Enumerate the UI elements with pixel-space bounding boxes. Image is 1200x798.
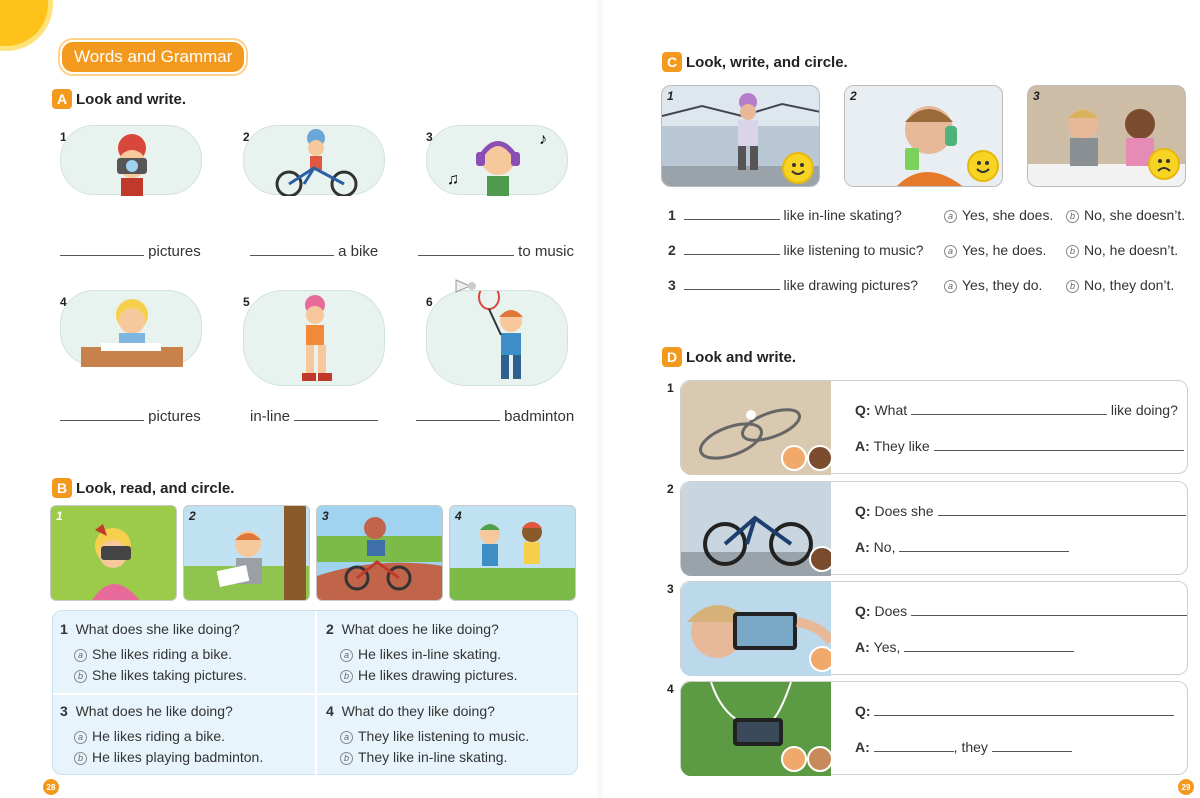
blank-line[interactable] [60,409,144,421]
blank-line[interactable] [874,704,1174,716]
b-picture-4: 4 [449,505,576,601]
c-row-1: 1 like in-line skating? [668,207,902,223]
sad-face-icon [1148,148,1180,180]
section-letter: B [52,478,72,498]
shuttlecock-icon [452,276,478,296]
b-question-3: 3 What does he like doing? a He likes riding a bike. b He likes playing badminton. [60,701,263,768]
item-number: 5 [243,295,250,309]
item-number: 2 [243,130,250,144]
happy-face-icon [967,150,999,182]
section-letter: A [52,89,72,109]
item-number: 4 [60,295,67,309]
section-title: Look, write, and circle. [686,53,848,71]
music-girl-picture [426,125,568,195]
svg-text:♫: ♫ [447,171,459,188]
option-b[interactable]: b He likes playing badminton. [74,747,263,768]
blank-line[interactable] [418,244,514,256]
item-number: 4 [667,682,674,696]
blank-line[interactable] [934,439,1184,451]
bicycle-photo [681,482,831,576]
blank-line[interactable] [250,244,334,256]
b-question-2: 2 What does he like doing? a He likes in-line skating. b He likes drawing pictures. [326,619,518,686]
section-c-heading [662,52,848,72]
d-row-4: Q: A: , they [680,681,1188,775]
girl-face-icon [809,546,831,572]
c-row-2: 2 like listening to music? [668,242,924,258]
badminton-boy-picture [426,290,568,386]
boy-face-icon [809,646,831,672]
c-photo-3: 3 [1027,85,1186,187]
phone-on-grass-photo [681,682,831,776]
blank-line[interactable] [938,504,1186,516]
answer-line-6: badminton [416,408,574,425]
blank-line[interactable] [904,640,1074,652]
option-b[interactable]: b He likes drawing pictures. [340,665,518,686]
answer-line-5: in-line [250,408,378,425]
b-question-4: 4 What do they like doing? a They like listening to music. b They like in-line skating. [326,701,529,768]
option-b[interactable]: b They like in-line skating. [340,747,529,768]
section-banner: Words and Grammar [60,40,246,74]
b-question-1: 1 What does she like doing? a She likes riding a bike. b She likes taking pictures. [60,619,247,686]
option-a[interactable]: a He likes in-line skating. [340,644,518,665]
skating-girl-picture [243,290,385,386]
boy-face-icon [781,746,807,772]
blank-line[interactable] [684,243,780,255]
option-a[interactable]: a Yes, she does. [944,207,1053,223]
section-title: Look and write. [76,90,187,108]
section-b-heading [52,478,234,498]
item-number: 3 [667,582,674,596]
section-title: Look and write. [686,348,797,366]
option-b[interactable]: b No, he doesn’t. [1066,242,1178,258]
boy-face-icon [807,746,831,772]
option-b[interactable]: b She likes taking pictures. [74,665,247,686]
item-number: 6 [426,295,433,309]
taking-photo-photo [681,582,831,676]
d-row-1: Q: What like doing? A: They like [680,380,1188,474]
blank-line[interactable] [294,409,378,421]
d-row-3: Q: Does A: Yes, [680,581,1188,675]
option-b[interactable]: b No, they don’t. [1066,277,1174,293]
blank-line[interactable] [899,540,1069,552]
c-photo-1: 1 [661,85,820,187]
blank-line[interactable] [874,740,954,752]
b-picture-2: 2 [183,505,310,601]
section-d-heading [662,347,796,367]
blank-line[interactable] [684,278,780,290]
page-fold [598,0,602,798]
blank-line[interactable] [60,244,144,256]
girl-face-icon [807,445,831,471]
b-picture-1: 1 [50,505,177,601]
bike-boy-picture [243,125,385,195]
c-row-3: 3 like drawing pictures? [668,277,919,293]
item-number: 1 [667,381,674,395]
happy-face-icon [782,152,814,184]
blank-line[interactable] [416,409,500,421]
rackets-photo [681,381,831,475]
boy-face-icon [781,445,807,471]
answer-line-2: a bike [250,243,378,260]
sun-decoration [0,0,48,46]
option-a[interactable]: a Yes, he does. [944,242,1046,258]
option-a[interactable]: a He likes riding a bike. [74,726,263,747]
blank-line[interactable] [992,740,1072,752]
section-letter: D [662,347,682,367]
option-a[interactable]: a Yes, they do. [944,277,1042,293]
answer-line-4: pictures [60,408,201,425]
answer-line-3: to music [418,243,574,260]
d-row-2: Q: Does she A: No, [680,481,1188,575]
item-number: 1 [60,130,67,144]
drawing-girl-picture [60,290,202,366]
option-a[interactable]: a They like listening to music. [340,726,529,747]
item-number: 3 [426,130,433,144]
option-a[interactable]: a She likes riding a bike. [74,644,247,665]
blank-line[interactable] [911,403,1107,415]
blank-line[interactable] [911,604,1187,616]
c-photo-2: 2 [844,85,1003,187]
option-b[interactable]: b No, she doesn’t. [1066,207,1185,223]
section-letter: C [662,52,682,72]
camera-girl-picture [60,125,202,195]
answer-line-1: pictures [60,243,201,260]
section-a-heading [52,89,186,109]
page-number: 28 [43,779,59,795]
b-picture-3: 3 [316,505,443,601]
item-number: 2 [667,482,674,496]
section-title: Look, read, and circle. [76,479,235,497]
blank-line[interactable] [684,208,780,220]
page-number: 29 [1178,779,1194,795]
svg-text:♪: ♪ [539,131,547,148]
